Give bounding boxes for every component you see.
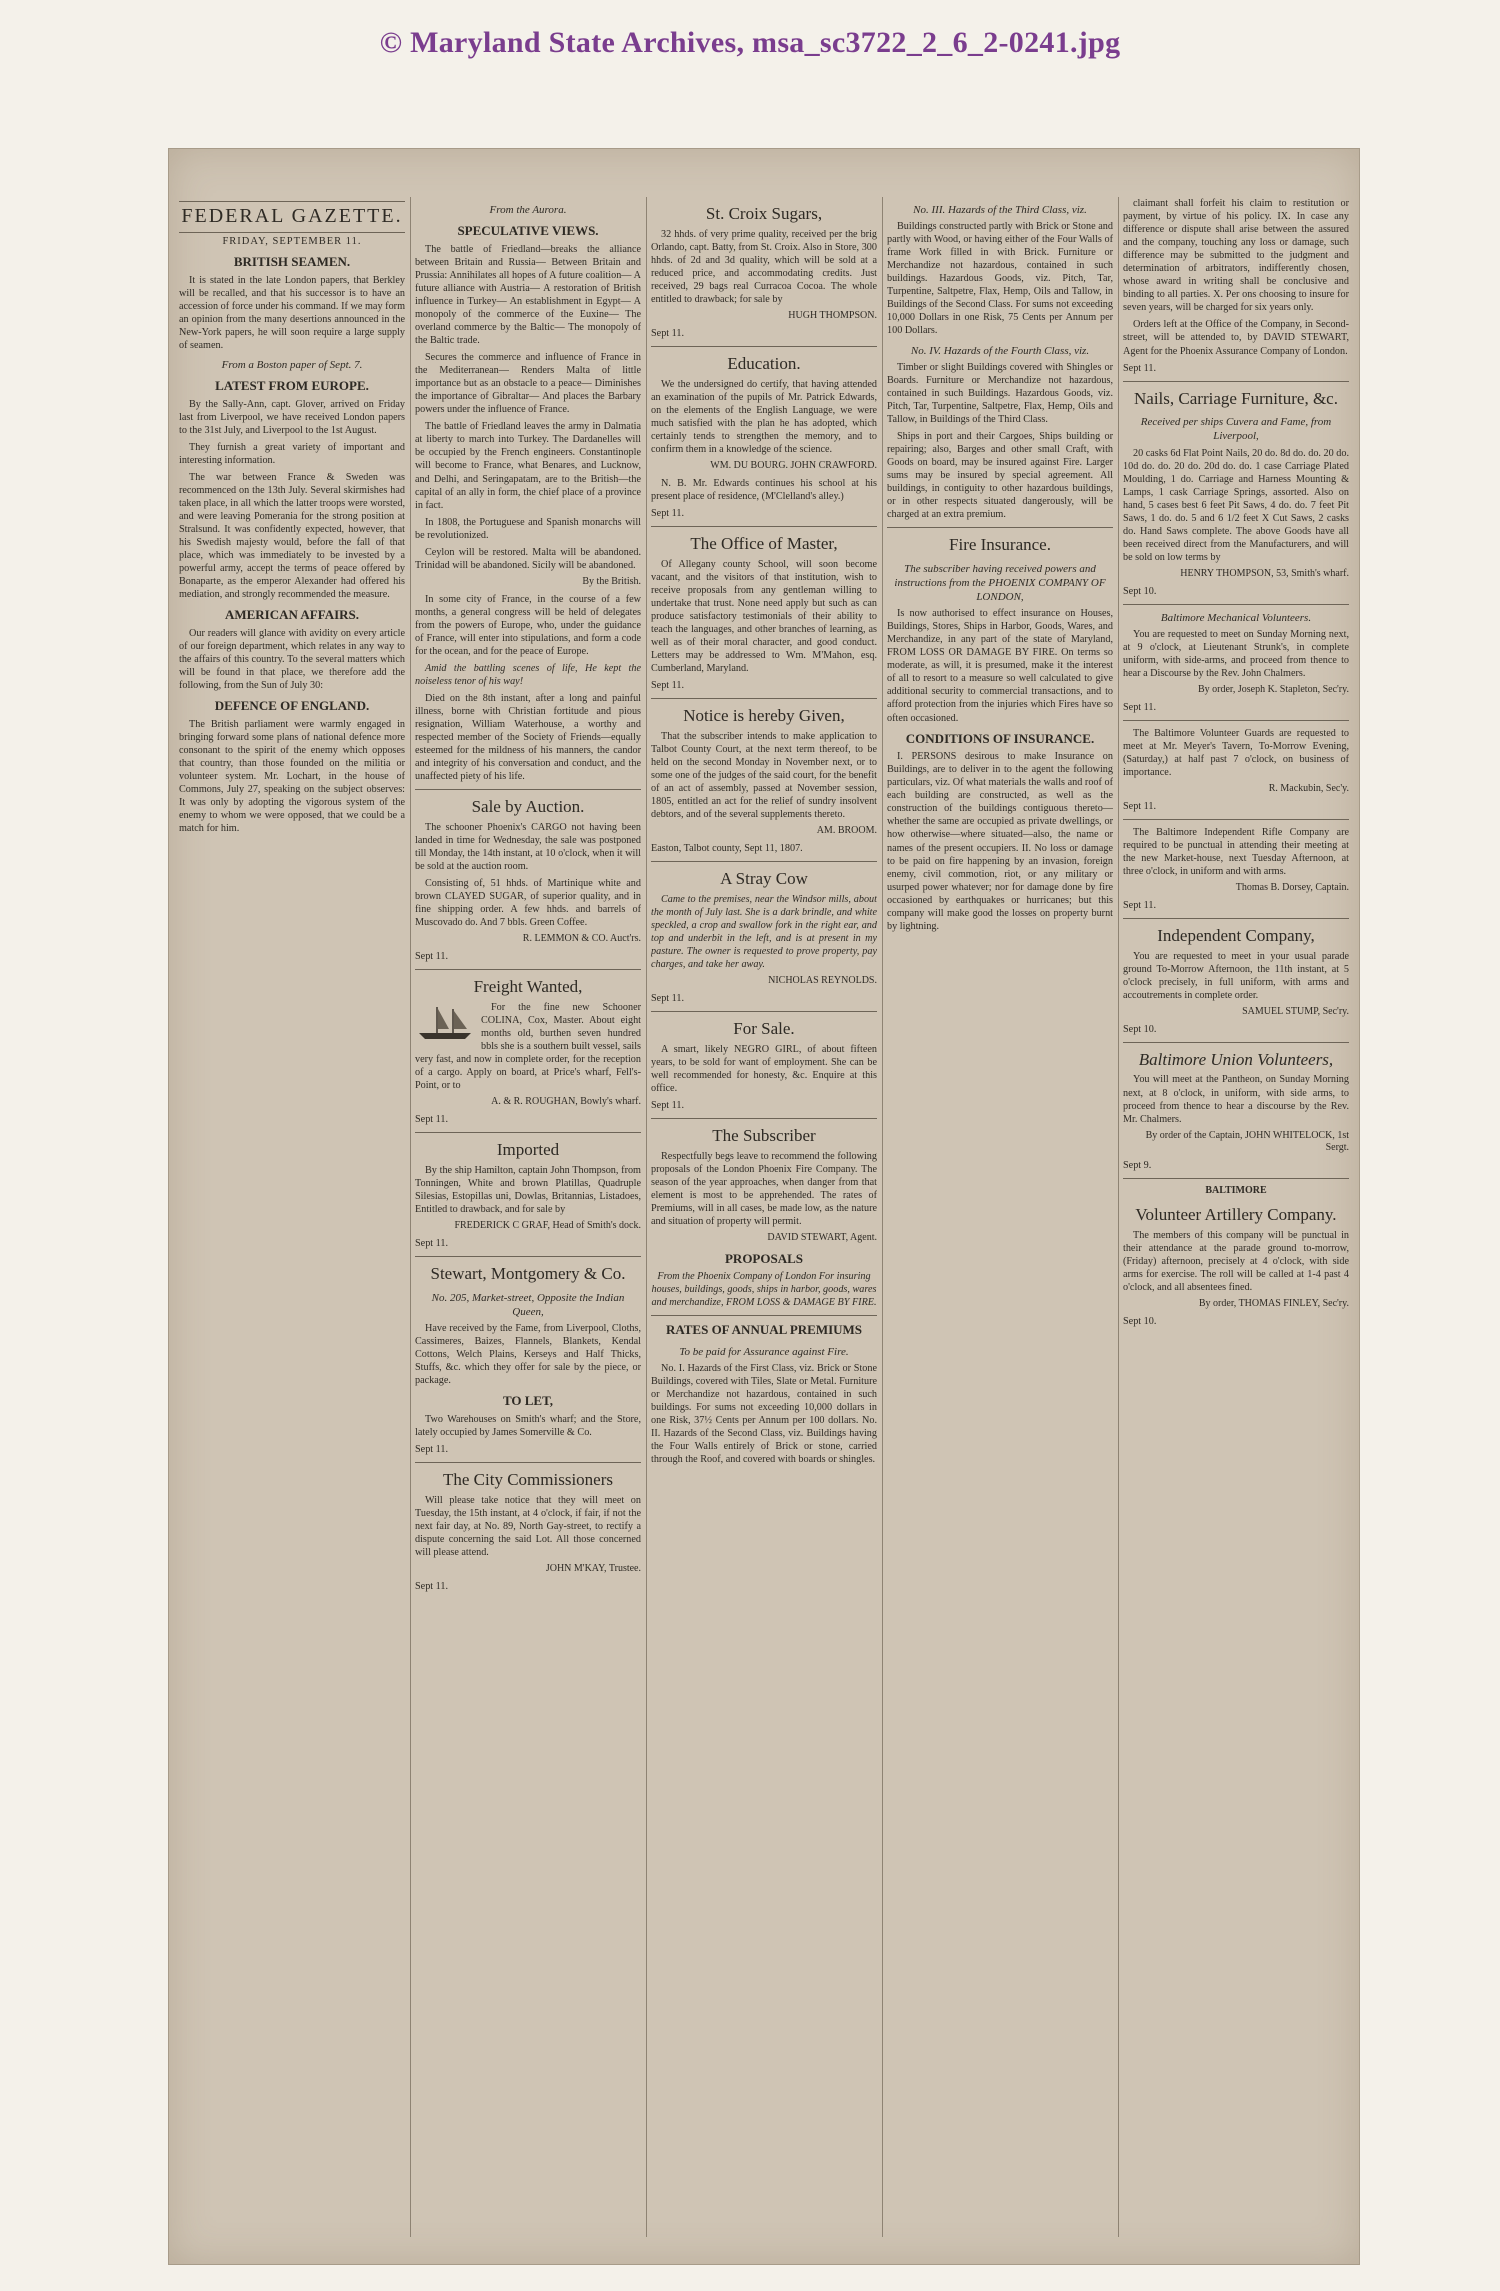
column-3 (651, 197, 877, 2247)
ad-subheading: No. IV. Hazards of the Fourth Class, viz. (910, 344, 1090, 357)
ad-body: 32 hhds. of very prime quality, received per the brig Orlando, capt. Batty, from St. Croix. Also in Store, 300 hhds. of 2d and 3d quality, which will be sold at a reduced price, and accommodating credits. Just received, 29 bags real Curracoa Cocoa. The whole entitled to drawback; for sale by (651, 228, 877, 305)
ad-signature: JOHN M'KAY, Trustee. (545, 1562, 641, 1574)
divider (887, 527, 1113, 528)
ad-date: Sept 11. (651, 1099, 685, 1111)
issue-date: FRIDAY, SEPTEMBER 11. (222, 235, 362, 247)
ad-body: Of Allegany county School, will soon become vacant, and the visitors of that institution, wish to receive proposals from any gentleman willing to undertake that trust. None need apply but such as can produce satisfactory testimonials of their ability to teach the languages, and other branches of learning, as well as of their moral character, and good conduct. Letters may be addressed to Wm. M'Mahon, esq. Cumberland, Maryland. (651, 558, 877, 674)
ad-body: Came to the premises, near the Windsor mills, about the month of July last. She is a dark brindle, and white speckled, a crop and swallow fork in the right ear, and top and underbit in the left, and is at present in my pasture. The owner is requested to prove property, pay charges, and take her away. (651, 893, 877, 970)
ad-heading: The Subscriber (712, 1125, 816, 1145)
ad-body: Is now authorised to effect insurance on Houses, Buildings, Stores, Ships in Harbor, Goods, Wares, and Merchandize, in any part of the state of Maryland, FROM LOSS OR DAMAGE BY FIRE. On terms so moderate, as will, it is presumed, make it the interest of all to resort to a measure so well calculated to give additional security to commercial transactions, and to afford protection from the injuries which Fires have so often occasioned. (887, 608, 1113, 724)
ad-date: Sept 11. (415, 1443, 449, 1455)
ad-signature: DAVID STEWART, Agent. (767, 1231, 877, 1243)
divider (415, 1132, 641, 1133)
ad-subheading: From the Phoenix Company of London For insuring houses, buildings, goods, ships in harbor, goods, wares and merchandize, FROM LOSS & DAMAGE BY FIRE. (651, 1271, 877, 1309)
masthead: FEDERAL GAZETTE. (179, 201, 405, 233)
ad-heading: The Office of Master, (690, 533, 838, 553)
verse-lines: Ceylon will be restored. Malta will be abandoned. Trinidad will be abandoned. Sicily will be abandoned. (415, 546, 641, 571)
article-paragraph: It is stated in the late London papers, that Berkley will be recalled, and that his successor is to have an accession of force under his command. If we may form an opinion from the many desertions announced in the New-York papers, he will soon require a large supply of seamen. (179, 274, 405, 351)
ad-signature: HENRY THOMPSON, 53, Smith's wharf. (1180, 567, 1349, 579)
divider (1123, 720, 1349, 721)
ad-heading: CONDITIONS OF INSURANCE. (905, 730, 1095, 746)
column-rule (646, 197, 647, 2237)
ad-heading: Notice is hereby Given, (683, 706, 845, 726)
ad-body: Consisting of, 51 hhds. of Martinique white and brown CLAYED SUGAR, of superior quality, and in fine shipping order. A few hhds. and barrels of Muscovado do. And 7 bbls. Green Coffee. (415, 878, 641, 929)
ad-date: Sept 11. (651, 680, 685, 692)
ad-date: Sept 11. (1123, 701, 1157, 713)
ad-heading: Nails, Carriage Furniture, &c. (1134, 388, 1338, 408)
article-paragraph: The battle of Friedland leaves the army in Dalmatia at liberty to march into Turkey. The Dardanelles will be occupied by the French engineers. Constantinople will become to France, what Benares, and Lucknow, and Delhi, and Seringapatam, are to the British—the capital of an ally in form, the chief place of a province in fact. (415, 421, 641, 511)
ad-signature: R. Mackubin, Sec'y. (1268, 783, 1349, 795)
ad-body: Two Warehouses on Smith's wharf; and the Store, lately occupied by James Somerville & Co. (415, 1413, 641, 1438)
divider (1123, 918, 1349, 919)
column-5 (1123, 197, 1349, 2247)
ad-heading: PROPOSALS (724, 1250, 803, 1266)
ad-subheading: To be paid for Assurance against Fire. (679, 1346, 849, 1359)
ad-body: By the ship Hamilton, captain John Thompson, from Tonningen, White and brown Platillas, Quadruple Silesias, Estopillas uni, Dowlas, Britannias, Listadoes, Entitled to drawback, and for sale by (415, 1164, 641, 1216)
ad-signature: By order of the Captain, JOHN WHITELOCK, 1st Sergt. (1145, 1129, 1349, 1154)
ad-date: Sept 11. (415, 1114, 449, 1126)
newspaper-page (168, 148, 1360, 2265)
ad-signature: SAMUEL STUMP, Sec'ry. (1242, 1005, 1349, 1017)
article-paragraph: The war between France & Sweden was recommenced on the 13th July. Several skirmishes had taken place, in all which the latter troops were worsted, and were leaving Pomerania for the strong position at Stralsund. It was confidently expected, however, that his Swedish majesty would, before the fall of that place, which was immediately to be invested by a powerful army, accept the terms of peace offered by Bonaparte, as the emperor Alexander had offered his mediation, and strongly recommended the measure. (179, 471, 405, 601)
divider (415, 1462, 641, 1463)
article-paragraph: Our readers will glance with avidity on every article of our foreign department, which relates in any way to the affairs of this country. To the several matters which will be found in that place, we therefore add the following, from the Sun of July 30: (179, 627, 405, 692)
column-4 (887, 197, 1113, 2247)
ad-body: Buildings constructed partly with Brick or Stone and partly with Wood, or having either of the Four Walls of frame Work filled in with Brick. Furniture or Merchandize not hazardous, contained in such buildings. Hazardous Goods, viz. Pitch, Tar, Turpentine, Saltpetre, Flax, Hemp, Oils and Tallow, in Buildings of the Second Class. For sums not exceeding 10,000 Dollars in one Risk, 75 Cents per Annum per 100 Dollars. (887, 221, 1113, 337)
ad-heading: St. Croix Sugars, (705, 204, 823, 223)
article-paragraph: In some city of France, in the course of a few months, a general congress will be held of delegates from the powers of Europe, who, under the guidance of France, will enter into stipulations, and form a code for the ocean, and for the peace of Europe. (415, 593, 641, 657)
ad-heading: The City Commissioners (443, 1469, 613, 1489)
divider (651, 698, 877, 699)
ad-body: You will meet at the Pantheon, on Sunday Morning next, at 8 o'clock, in uniform, with side arms, to proceed from thence to hear a discourse by the Rev. Mr. Chalmers. (1123, 1074, 1349, 1125)
divider (651, 1011, 877, 1012)
archive-watermark: © Maryland State Archives, msa_sc3722_2_6_2-0241.jpg (379, 26, 1121, 59)
ad-heading: A Stray Cow (720, 868, 808, 888)
column-2 (415, 197, 641, 2247)
ship-icon (415, 1003, 475, 1041)
ad-signature: HUGH THOMPSON. (788, 310, 877, 322)
ad-body: I. PERSONS desirous to make Insurance on Buildings, are to deliver in to the agent the following particulars, viz. Of what materials the walls and roof of each building are constructed, as well as the construction of the buildings contiguous thereto—whether the same are occupied as private dwellings, or how otherwise—where situated—also, the name or names of the present occupiers. II. No loss or damage to be paid on fire happening by an invasion, foreign enemy, civil commotion, riot, or any military or usurped power whatever; nor for damage done by fire occasioned by earthquakes or hurricanes; but this company will make good the losses on property burnt by lightning. (887, 751, 1113, 932)
divider (651, 346, 877, 347)
ad-signature: AM. BROOM. (816, 825, 877, 837)
ad-heading: Independent Company, (1157, 925, 1315, 945)
ad-body: N. B. Mr. Edwards continues his school at his present place of residence, (M'Clelland's alley.) (651, 477, 877, 502)
ad-signature: By order, THOMAS FINLEY, Sec'ry. (1198, 1298, 1349, 1310)
divider (415, 969, 641, 970)
divider (651, 861, 877, 862)
ad-heading: Sale by Auction. (471, 797, 585, 817)
article-paragraph: By the Sally-Ann, capt. Glover, arrived on Friday last from Liverpool, we have received London papers to the 31st July, and Liverpool to the 1st August. (179, 398, 405, 436)
ad-body: The members of this company will be punctual in their attendance at the parade ground to-morrow, (Friday) afternoon, precisely at 4 o'clock, with side arms for exercise. The roll will be called at 1-4 past 4 o'clock, and all absentees fined. (1123, 1229, 1349, 1294)
ad-date: Sept 11. (651, 992, 685, 1004)
headline-latest-europe: LATEST FROM EUROPE. (215, 378, 369, 394)
ad-date: Easton, Talbot county, Sept 11, 1807. (651, 842, 803, 854)
ad-subheading: No. III. Hazards of the Third Class, viz. (913, 204, 1087, 216)
headline-defence-england: DEFENCE OF ENGLAND. (214, 698, 370, 714)
ad-signature: A. & R. ROUGHAN, Bowly's wharf. (491, 1096, 641, 1108)
headline-british-seamen: BRITISH SEAMEN. (233, 254, 351, 270)
ad-body: We the undersigned do certify, that having attended an examination of the pupils of Mr. Patrick Edwards, on the elements of the English Language, we were much satisfied with the plan he has adopted, which certainly tends to strengthen the memory, and to confirm them in a knowledge of the science. (651, 378, 877, 455)
side-note: By the British. (582, 575, 641, 587)
ad-heading: Baltimore Mechanical Volunteers. (1160, 611, 1312, 624)
ad-signature: By order, Joseph K. Stapleton, Sec'ry. (1197, 684, 1349, 696)
headline-speculative-views: SPECULATIVE VIEWS. (457, 223, 599, 239)
ad-heading: RATES OF ANNUAL PREMIUMS (665, 1322, 863, 1338)
headline-american-affairs: AMERICAN AFFAIRS. (224, 607, 360, 623)
ad-date: Sept 11. (415, 1580, 449, 1592)
quote: Amid the battling scenes of life, He kept the noiseless tenor of his way! (415, 662, 641, 687)
article-paragraph: Secures the commerce and influence of France in the Mediterranean— Renders Malta of little importance but as an obstacle to a peace— Diminishes the importance of Gibraltar— And places the Barbary powers under the influence of France. (415, 352, 641, 416)
ad-heading: Imported (496, 1140, 560, 1160)
article-paragraph: They furnish a great variety of important and interesting information. (179, 441, 405, 466)
divider (1123, 819, 1349, 820)
ad-date: Sept 11. (1123, 362, 1157, 374)
ad-heading: Baltimore Union Volunteers, (1138, 1049, 1334, 1069)
ad-heading: For Sale. (733, 1018, 795, 1038)
ad-subheading: No. 205, Market-street, Opposite the Indian Queen, (431, 1291, 625, 1318)
divider (651, 1118, 877, 1119)
divider (1123, 1042, 1349, 1043)
ad-date: Sept 10. (1123, 585, 1157, 597)
obituary: Died on the 8th instant, after a long and painful illness, borne with Christian fortitude and pious resignation, William Waterhouse, a worthy and respected member of the Society of Friends—equally esteemed for the mildness of his manners, the candor and integrity of his conversation and conduct, and the unaffected piety of his life. (415, 692, 641, 783)
ad-signature: WM. DU BOURG. JOHN CRAWFORD. (710, 459, 877, 471)
column-1 (179, 197, 405, 2247)
divider (415, 1256, 641, 1257)
ad-body: That the subscriber intends to make application to Talbot County Court, at the next term thereof, to be held on the second Monday in November next, or to some one of the judges of the said court, for the benefit of an act of assembly, passed at November session, 1805, entitled an act for the relief of sundry insolvent debtors, and of the several supplements thereto. (651, 730, 877, 821)
ad-signature: R. LEMMON & CO. Auct'rs. (522, 933, 641, 945)
divider (1123, 1178, 1349, 1179)
ad-heading: Fire Insurance. (949, 535, 1051, 555)
article-paragraph: The battle of Friedland—breaks the alliance between Britain and Russia— Between Britain and Prussia: Annihilates all hopes of A future coalition— A future alliance with Austria— A restoration of British influence in Turkey— An establishment in Egypt— A monopoly of the commerce of the Euxine— The overland commerce by the Baltic— The monopoly of the Baltic trade. (415, 243, 641, 347)
ad-body: Will please take notice that they will meet on Tuesday, the 15th instant, at 4 o'clock, if fair, if not the next fair day, at No. 89, North Gay-street, to rectify a dispute concerning the said Lot. All those concerned will please attend. (415, 1494, 641, 1558)
ad-body: Timber or slight Buildings covered with Shingles or Boards. Furniture or Merchandize not hazardous, contained in such Buildings. Hazardous Goods, viz. Pitch, Tar, Turpentine, Saltpetre, Flax, Hemp, Oils and Tallow, in Buildings of the Third Class. (887, 361, 1113, 425)
ad-heading: Stewart, Montgomery & Co. (430, 1263, 626, 1283)
ad-body: The Baltimore Volunteer Guards are requested to meet at Mr. Meyer's Tavern, To-Morrow Evening, (Saturday,) at half past 7 o'clock, on business of importance. (1123, 727, 1349, 779)
ad-body: The schooner Phoenix's CARGO not having been landed in time for Wednesday, the sale was postponed till Monday, the 14th instant, at 10 o'clock, when it will be sold at the auction room. (415, 822, 641, 873)
ad-body: 20 casks 6d Flat Point Nails, 20 do. 8d do. do. 20 do. 10d do. do. 20 do. 20d do. do. 1 case Carriage Plated Moulding, 1 do. Carriage and Harness Mounting & Lamps, 1 cask Carriage Springs, assorted. Also on hand, 5 cases best 6 feet Pit Saws, 4 do. do. 7 feet Pit Saws, 1 do. do. 5 and 6 1/2 feet X Cut Saws, 2 casks do. Hand Saws complete. The above Goods have all been received direct from the Manufacturers, and will be sold on low terms by (1123, 447, 1349, 563)
ad-date: Sept 11. (651, 327, 685, 339)
source-line: From a Boston paper of Sept. 7. (221, 358, 363, 371)
column-rule (1118, 197, 1119, 2237)
ad-heading: Freight Wanted, (473, 977, 583, 997)
ad-date: Sept 11. (651, 507, 685, 519)
ad-body: Have received by the Fame, from Liverpool, Cloths, Cassimeres, Baizes, Flannels, Blankets, Kendal Cottons, Welch Plains, Kerseys and Half Thicks, Stuffs, &c. which they offer for sale by the piece, or package. (415, 1322, 641, 1387)
ad-date: Sept 11. (1123, 800, 1157, 812)
ad-body: You are requested to meet in your usual parade ground To-Morrow Afternoon, the 11th instant, at 5 o'clock precisely, in full uniform, with arms and accoutrements in complete order. (1123, 950, 1349, 1001)
ad-date: Sept 10. (1123, 1315, 1157, 1327)
ad-body: Orders left at the Office of the Company, in Second-street, will be attended to, by DAVID STEWART, Agent for the Phoenix Assurance Company of London. (1123, 319, 1349, 357)
ad-signature: Thomas B. Dorsey, Captain. (1235, 882, 1349, 894)
divider (651, 526, 877, 527)
column-rule (882, 197, 883, 2237)
ad-subheading: Received per ships Cuvera and Fame, from Liverpool, (1140, 416, 1332, 443)
ad-body: Respectfully begs leave to recommend the following proposals of the London Phoenix Fire Company. The season of the year approaches, when danger from that element is most to be apprehended. The rates of Premiums, will in all cases, be made low, as the nature and situation of property will permit. (651, 1150, 877, 1227)
ad-signature: NICHOLAS REYNOLDS. (768, 975, 877, 987)
ad-heading: Volunteer Artillery Company. (1135, 1205, 1337, 1225)
ad-body: No. I. Hazards of the First Class, viz. Brick or Stone Buildings, covered with Tiles, Slate or Metal. Furniture or Merchandize not hazardous, contained in such buildings. For sums not exceeding 10,000 dollars in one Risk, 37½ Cents per Annum per 100 dollars. No. II. Hazards of the Second Class, viz. Buildings having the Four Walls entirely of Brick or stone, carried through the Roof, and covered with boards or shingles. (651, 1363, 877, 1466)
ad-date: Sept 11. (1123, 899, 1157, 911)
column-rule (410, 197, 411, 2237)
ad-body: claimant shall forfeit his claim to restitution or payment, by virtue of his policy. IX. In case any difference or dispute shall arise between the assured and the company, touching any loss or damage, such difference may be submitted to the judgment and determination of arbitrators, indifferently chosen, whose award in writing shall be conclusive and binding to all parties. X. Per ons choosing to insure for seven years, will be charged for six years only. (1123, 198, 1349, 314)
ad-date: Sept 9. (1123, 1160, 1152, 1172)
source-line: From the Aurora. (489, 204, 567, 216)
ad-body: A smart, likely NEGRO GIRL, of about fifteen years, to be sold for want of employment. She can be well recommended for honesty, &c. Enquire at this office. (651, 1043, 877, 1094)
ad-date: Sept 11. (415, 951, 449, 963)
ad-date: Sept 11. (415, 1237, 449, 1249)
divider (415, 789, 641, 790)
ad-date: Sept 10. (1123, 1023, 1157, 1035)
ad-heading: TO LET, (502, 1393, 554, 1409)
ad-body: The Baltimore Independent Rifle Company are required to be punctual in attending their meeting at the new Market-house, next Tuesday Afternoon, at three o'clock, in uniform and with arms. (1123, 826, 1349, 878)
ad-signature: FREDERICK C GRAF, Head of Smith's dock. (454, 1220, 641, 1232)
article-paragraph: The British parliament were warmly engaged in bringing forward some plans of national defence more consonant to the spirit of the enemy which opposes that country, than those founded on the militia or volunteer system. Mr. Lochart, in the house of Commons, July 27, speaking on the subject observes: It was only by adopting the vigorous system of the enemy to whom we were opposed, that we could be a match for him. (179, 718, 405, 835)
ad-preheading: BALTIMORE (1205, 1185, 1267, 1197)
divider (1123, 381, 1349, 382)
ad-body: You are requested to meet on Sunday Morning next, at 9 o'clock, at Lieutenant Strunk's, in complete uniform, with side-arms, and proceed from thence to hear a Discourse by the Rev. John Chalmers. (1123, 628, 1349, 679)
ad-subheading: The subscriber having received powers and instructions from the PHOENIX COMPANY OF LONDON, (894, 562, 1106, 604)
divider (651, 1315, 877, 1316)
divider (1123, 604, 1349, 605)
ad-heading: Education. (727, 353, 801, 373)
article-paragraph: In 1808, the Portuguese and Spanish monarchs will be revolutionized. (415, 516, 641, 541)
ad-body: Ships in port and their Cargoes, Ships building or repairing; also, Barges and other small Craft, with Goods on board, may be insured against Fire. Larger sums may be insured by special agreement. All buildings, in contiguity to other hazardous buildings, or in other respects situated dangerously, will be charged at an extra premium. (887, 430, 1113, 521)
ad-body: For the fine new Schooner COLINA, Cox, Master. About eight months old, burthen seven hundred bbls she is a southern built vessel, sails very fast, and now in complete order, for the reception of a cargo. Apply on board, at Price's wharf, Fell's-Point, or to (415, 1002, 641, 1092)
